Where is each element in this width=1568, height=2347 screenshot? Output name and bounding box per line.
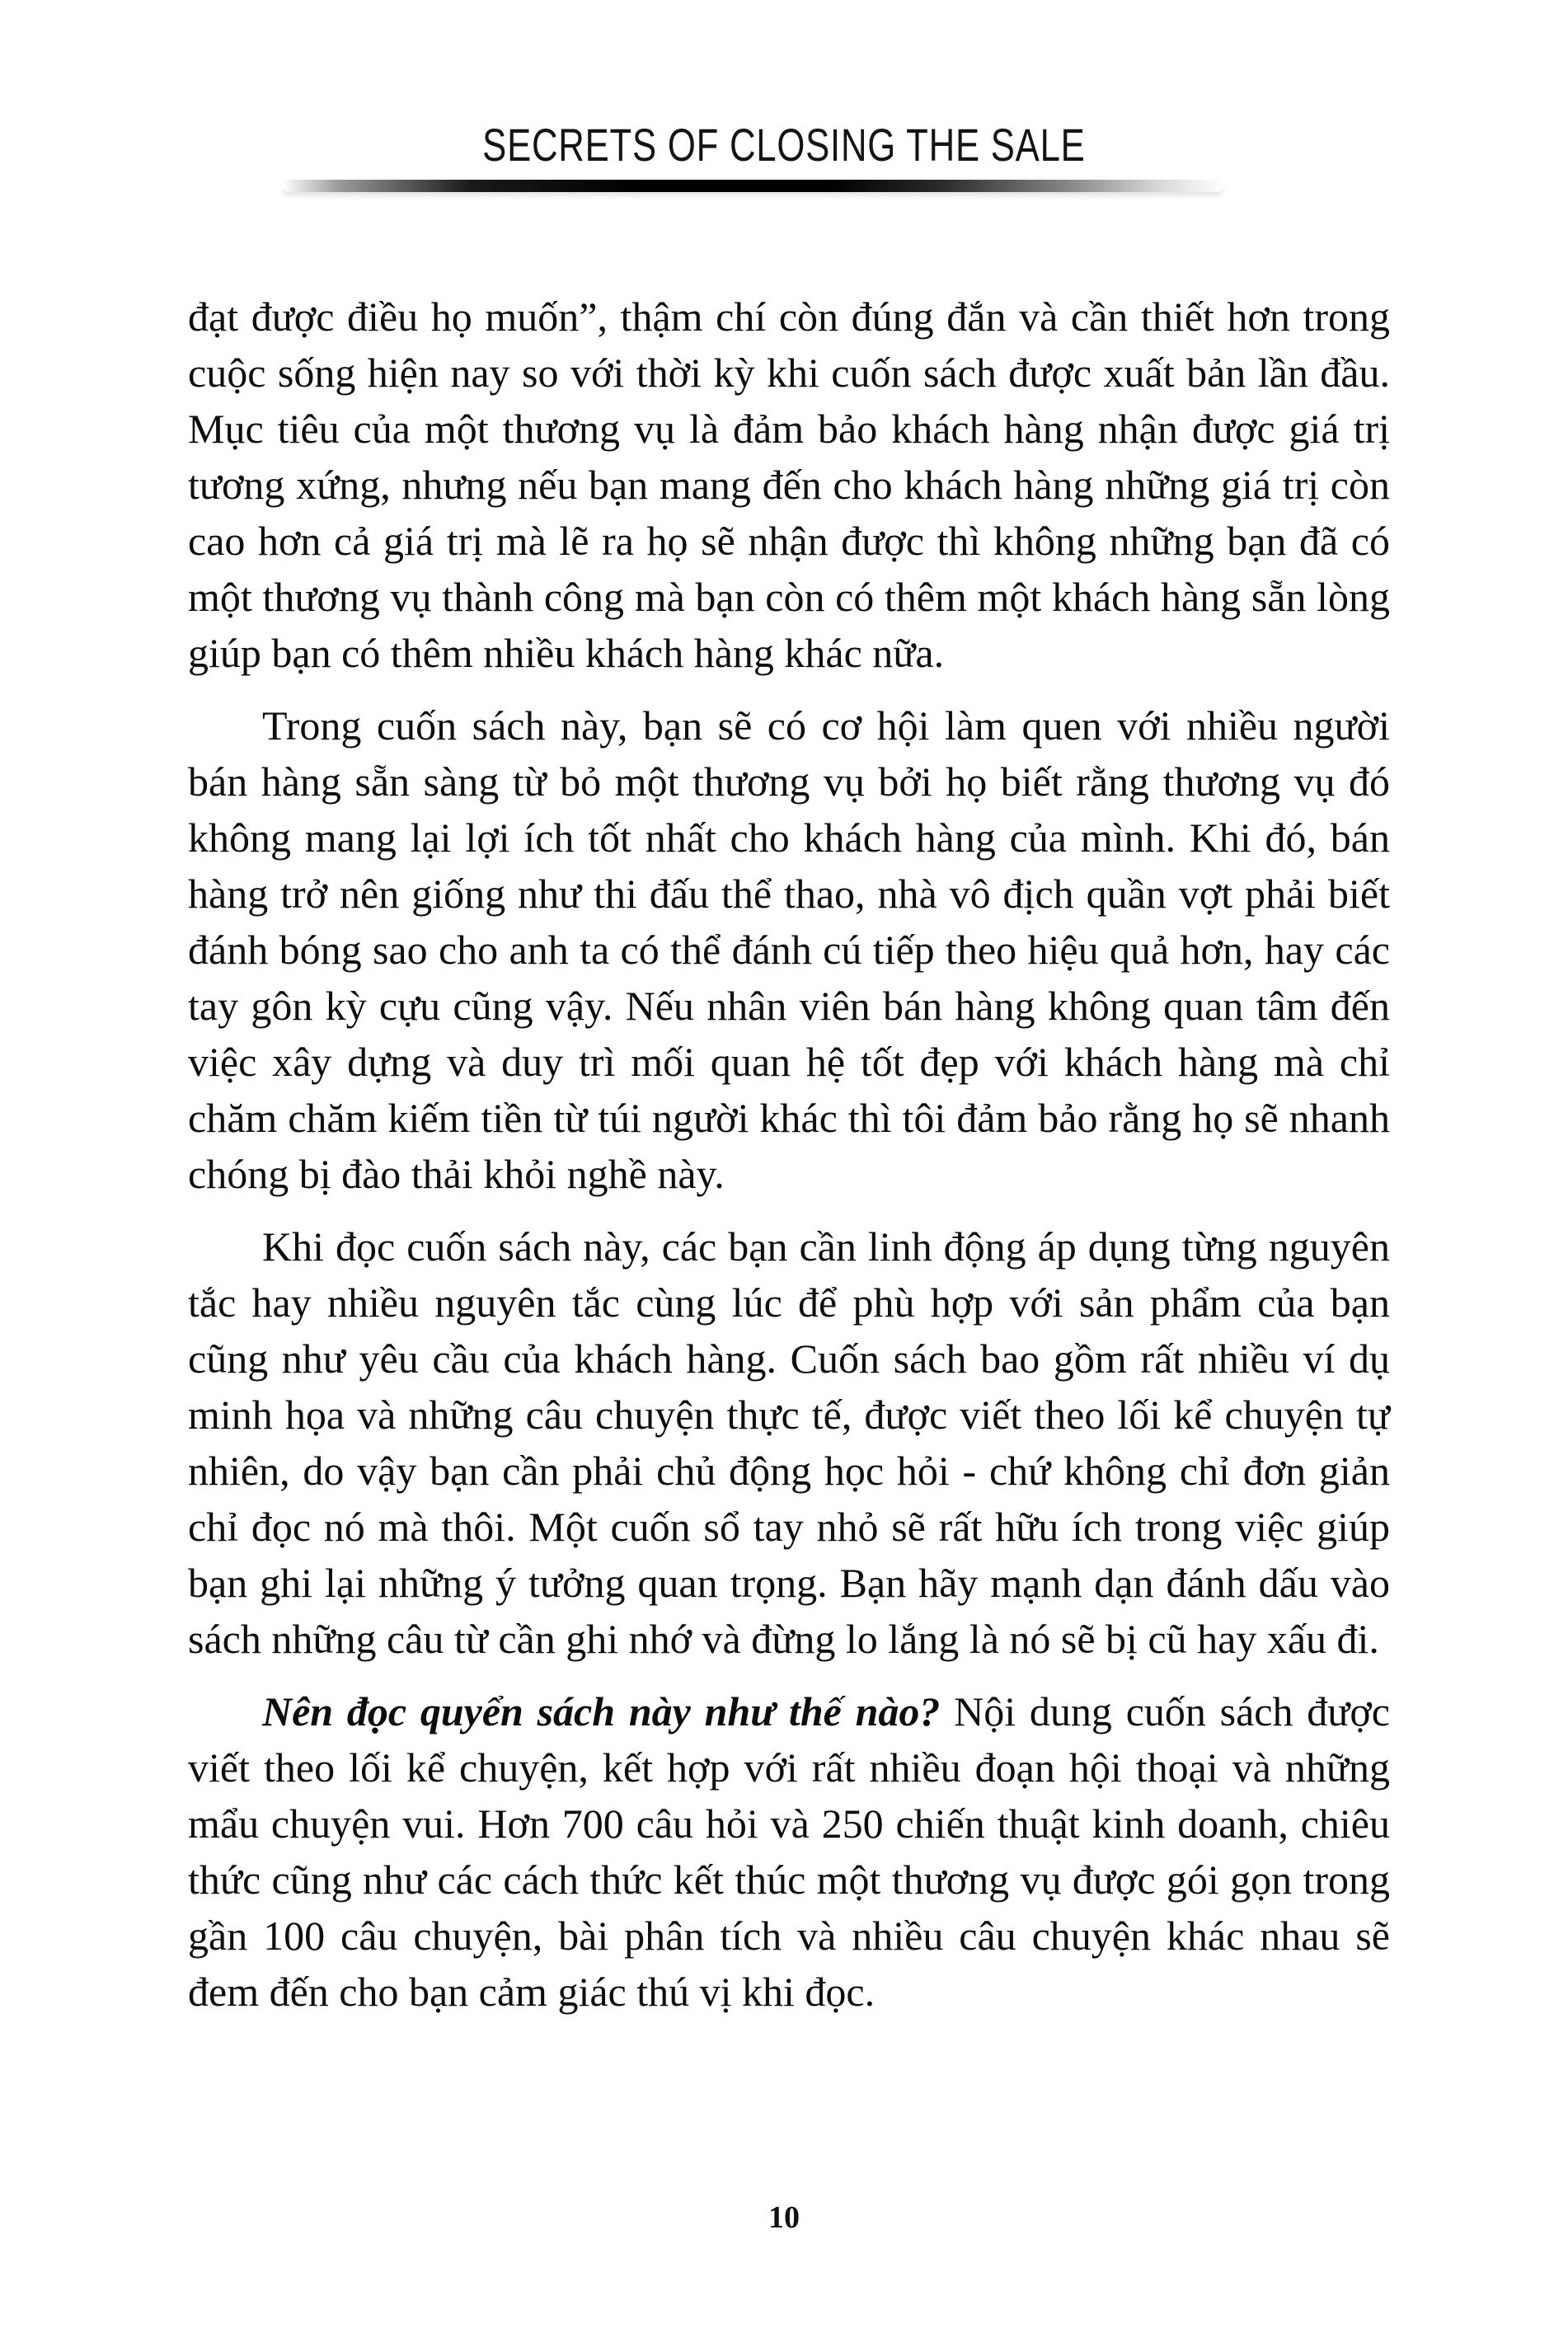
paragraph: Khi đọc cuốn sách này, các bạn cần linh động áp dụng từng nguyên tắc hay nhiều nguyên tắc cùng lúc để phù hợp với sản phẩm của bạn cũng như yêu cầu của khách hàng. Cuốn sách bao gồm rất nhiều ví dụ minh họa và những câu chuyện thực tế, được viết theo lối kể chuyện tự nhiên, do vậy bạn cần phải chủ động học hỏi - chứ không chỉ đơn giản chỉ đọc nó mà thôi. Một cuốn sổ tay nhỏ sẽ rất hữu ích trong việc giúp bạn ghi lại những ý tưởng quan trọng. Bạn hãy mạnh dạn đánh dấu vào sách những câu từ cần ghi nhớ và đừng lo lắng là nó sẽ bị cũ hay xấu đi. xyxy=(188,1223,1390,1662)
running-header-title: SECRETS OF CLOSING THE SALE xyxy=(482,119,1086,171)
paragraph: đạt được điều họ muốn”, thậm chí còn đúng đắn và cần thiết hơn trong cuộc sống hiện nay so với thời kỳ khi cuốn sách được xuất bản lần đầu. Mục tiêu của một thương vụ là đảm bảo khách hàng nhận được giá trị tương xứng, nhưng nếu bạn mang đến cho khách hàng những giá trị còn cao hơn cả giá trị mà lẽ ra họ sẽ nhận được thì không những bạn đã có một thương vụ thành công mà bạn còn có thêm một khách hàng sẵn lòng giúp bạn có thêm nhiều khách hàng khác nữa. xyxy=(188,293,1390,676)
paragraph xyxy=(188,1683,1390,2020)
paragraph-text: Nội dung cuốn sách được viết theo lối kể chuyện, kết hợp với rất nhiều đoạn hội thoại và những mẩu chuyện vui. Hơn 700 câu hỏi và 250 chiến thuật kinh doanh, chiêu thức cũng như các cách thức kết thúc một thương vụ được gói gọn trong gần 100 câu chuyện, bài phân tích và nhiều câu chuyện khác nhau sẽ đem đến cho bạn cảm giác thú vị khi đọc. xyxy=(188,1688,1390,2015)
paragraph-lead-question: Nên đọc quyển sách này như thế nào? xyxy=(262,1688,941,1734)
page-body xyxy=(188,289,1390,2020)
page-number: 10 xyxy=(768,2200,800,2235)
running-head-wrap xyxy=(0,0,1568,171)
page-header xyxy=(0,0,1568,192)
header-gradient-rule xyxy=(283,180,1223,192)
paragraph: Trong cuốn sách này, bạn sẽ có cơ hội làm quen với nhiều người bán hàng sẵn sàng từ bỏ một thương vụ bởi họ biết rằng thương vụ đó không mang lại lợi ích tốt nhất cho khách hàng của mình. Khi đó, bán hàng trở nên giống như thi đấu thể thao, nhà vô địch quần vợt phải biết đánh bóng sao cho anh ta có thể đánh cú tiếp theo hiệu quả hơn, hay các tay gôn kỳ cựu cũng vậy. Nếu nhân viên bán hàng không quan tâm đến việc xây dựng và duy trì mối quan hệ tốt đẹp với khách hàng mà chỉ chăm chăm kiếm tiền từ túi người khác thì tôi đảm bảo rằng họ sẽ nhanh chóng bị đào thải khỏi nghề này. xyxy=(188,702,1390,1197)
